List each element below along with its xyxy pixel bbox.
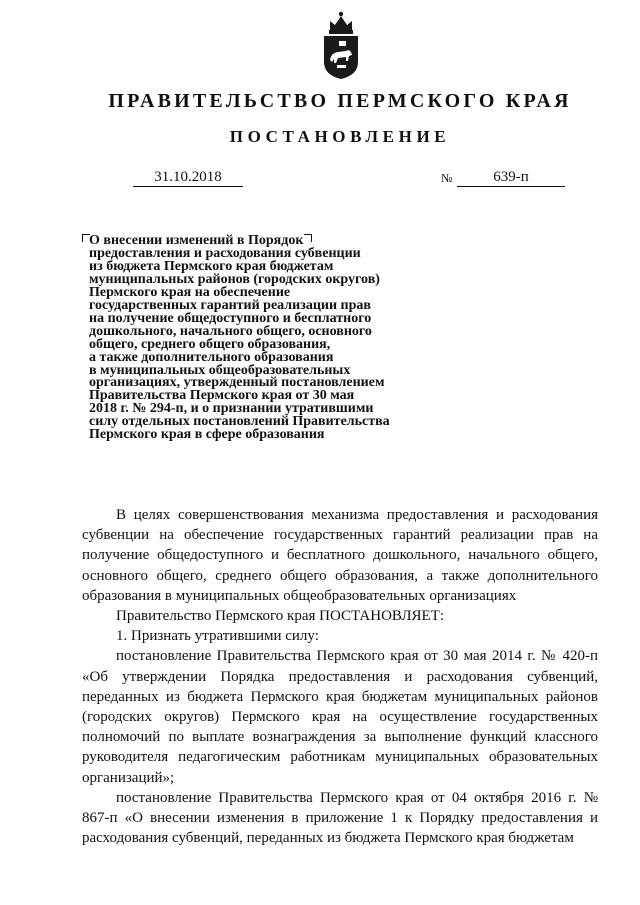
subject-line: предоставления и расходования субвенции — [89, 245, 361, 261]
document-subject — [89, 235, 429, 442]
subject-line: муниципальных районов (городских округов) — [89, 271, 380, 287]
subject-line: Правительства Пермского края от 30 мая — [89, 388, 355, 404]
subject-line: О внесении изменений в Порядок — [89, 233, 304, 248]
subject-line: Пермского края на обеспечение — [89, 284, 291, 300]
subject-line: Пермского края в сфере образования — [89, 427, 325, 443]
subject-line: силу отдельных постановлений Правительства — [89, 414, 390, 430]
body-paragraph: 1. Признать утратившими силу: — [116, 628, 319, 645]
subject-line: на получение общедоступного и бесплатного — [89, 310, 372, 326]
number-sign: № — [441, 171, 453, 185]
document-body — [82, 505, 598, 848]
subject-line: 2018 г. № 294-п, и о признании утратившими — [89, 401, 374, 417]
subject-line: дошкольного, начального общего, основного — [89, 323, 372, 339]
subject-line: из бюджета Пермского края бюджетам — [89, 258, 334, 274]
subject-line: а также дополнительного образования — [89, 349, 334, 365]
organization-title: ПРАВИТЕЛЬСТВО ПЕРМСКОГО КРАЯ — [108, 90, 572, 112]
document-type: ПОСТАНОВЛЕНИЕ — [229, 127, 451, 146]
subject-line: организациях, утвержденный постановлением — [89, 375, 385, 391]
body-paragraph: постановление Правительства Пермского края от 04 октября 2016 г. № 867-п «О внесении изменения в приложение 1 к Порядку предоставления и расходования субвенций, переданных из бюджета Пермского края бюджетам — [82, 789, 598, 847]
document-number: 639-п — [457, 169, 565, 187]
document-date: 31.10.2018 — [133, 169, 243, 187]
subject-line: общего, среднего общего образования, — [89, 336, 331, 352]
body-paragraph: постановление Правительства Пермского края от 30 мая 2014 г. № 420-п «Об утверждении Порядка предоставления и расходования субвенций, переданных из бюджета Пермского края бюджетам муниципальных районов (городских округов) Пермского края на осуществление государственных полномочий по выплате вознаграждения за выполнение функций классного руководителя педагогическим работникам муниципальных образовательных организаций»; — [82, 648, 598, 786]
body-paragraph: Правительство Пермского края ПОСТАНОВЛЯЕТ: — [116, 608, 445, 625]
subject-line: государственных гарантий реализации прав — [89, 297, 371, 313]
body-paragraph: В целях совершенствования механизма предоставления и расходования субвенции на обеспечение государственных гарантий реализации прав на получение общедоступного и бесплатного дошкольного, начального общего, основного общего, среднего общего образования, а также дополнительного образования в муниципальных общеобразовательных организациях — [82, 507, 598, 604]
coat-of-arms-icon — [321, 8, 361, 80]
subject-line: в муниципальных общеобразовательных — [89, 362, 351, 378]
